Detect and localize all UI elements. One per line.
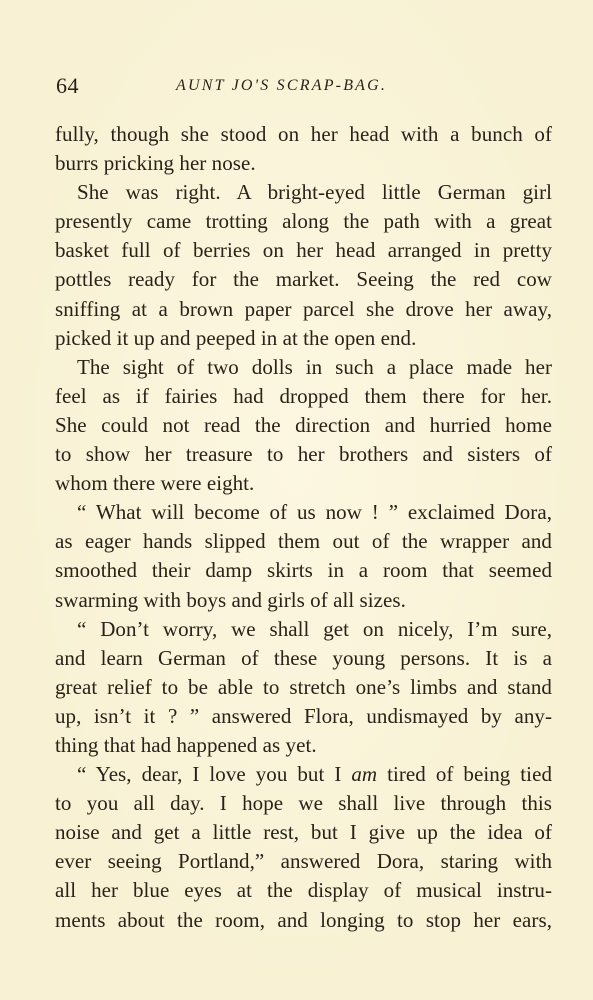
emphasized-word: am <box>351 762 378 787</box>
text-line: pottles ready for the market. Seeing the red cow <box>55 267 552 292</box>
running-head <box>56 73 556 103</box>
text-line: noise and get a little rest, but I give up the idea of <box>55 820 552 845</box>
text-line: presently came trotting along the path with a great <box>55 209 552 234</box>
text-line: smoothed their damp skirts in a room that seemed <box>55 558 552 583</box>
text-line: burrs pricking her nose. <box>55 151 256 176</box>
text-line: picked it up and peeped in at the open end. <box>55 325 417 350</box>
text-line: fully, though she stood on her head with a bunch of <box>55 122 552 146</box>
text-line: up, isn’t it ? ” answered Flora, undismayed by any- <box>55 703 552 728</box>
text-line: great relief to be able to stretch one’s limbs and stand <box>55 674 552 699</box>
page-number: 64 <box>56 73 79 98</box>
text-line: thing that had happened as yet. <box>55 732 317 757</box>
text-line: The sight of two dolls in such a place made her <box>77 354 552 379</box>
text-line: sniffing at a brown paper parcel she drove her away, <box>55 296 552 321</box>
text-line: to show her treasure to her brothers and sisters of <box>55 442 552 467</box>
book-title: AUNT JO'S SCRAP-BAG. <box>176 77 388 94</box>
text-line: feel as if fairies had dropped them there for her. <box>55 383 552 408</box>
text-fragment: tired of being tied <box>377 762 552 787</box>
text-line: basket full of berries on her head arranged in pretty <box>55 238 552 263</box>
text-line: as eager hands slipped them out of the wrapper and <box>55 529 552 554</box>
text-line: whom there were eight. <box>55 471 255 496</box>
text-line: all her blue eyes at the display of musical instru- <box>55 878 552 903</box>
text-line: to you all day. I hope we shall live through this <box>55 791 552 816</box>
text-line: ments about the room, and longing to stop her ears, <box>55 907 552 932</box>
text-line: “ Don’t worry, we shall get on nicely, I’m sure, <box>77 616 552 641</box>
body-text <box>55 120 552 935</box>
text-line: ever seeing Portland,” answered Dora, staring with <box>55 849 552 874</box>
text-line: and learn German of these young persons. It is a <box>55 645 552 670</box>
text-line <box>55 760 552 789</box>
text-line: swarming with boys and girls of all sizes. <box>55 587 406 612</box>
text-line: She was right. A bright-eyed little German girl <box>77 180 552 205</box>
text-line: “ What will become of us now ! ” exclaimed Dora, <box>77 500 552 525</box>
text-fragment: “ Yes, dear, I love you but I <box>77 762 352 787</box>
text-line: She could not read the direction and hurried home <box>55 412 552 437</box>
